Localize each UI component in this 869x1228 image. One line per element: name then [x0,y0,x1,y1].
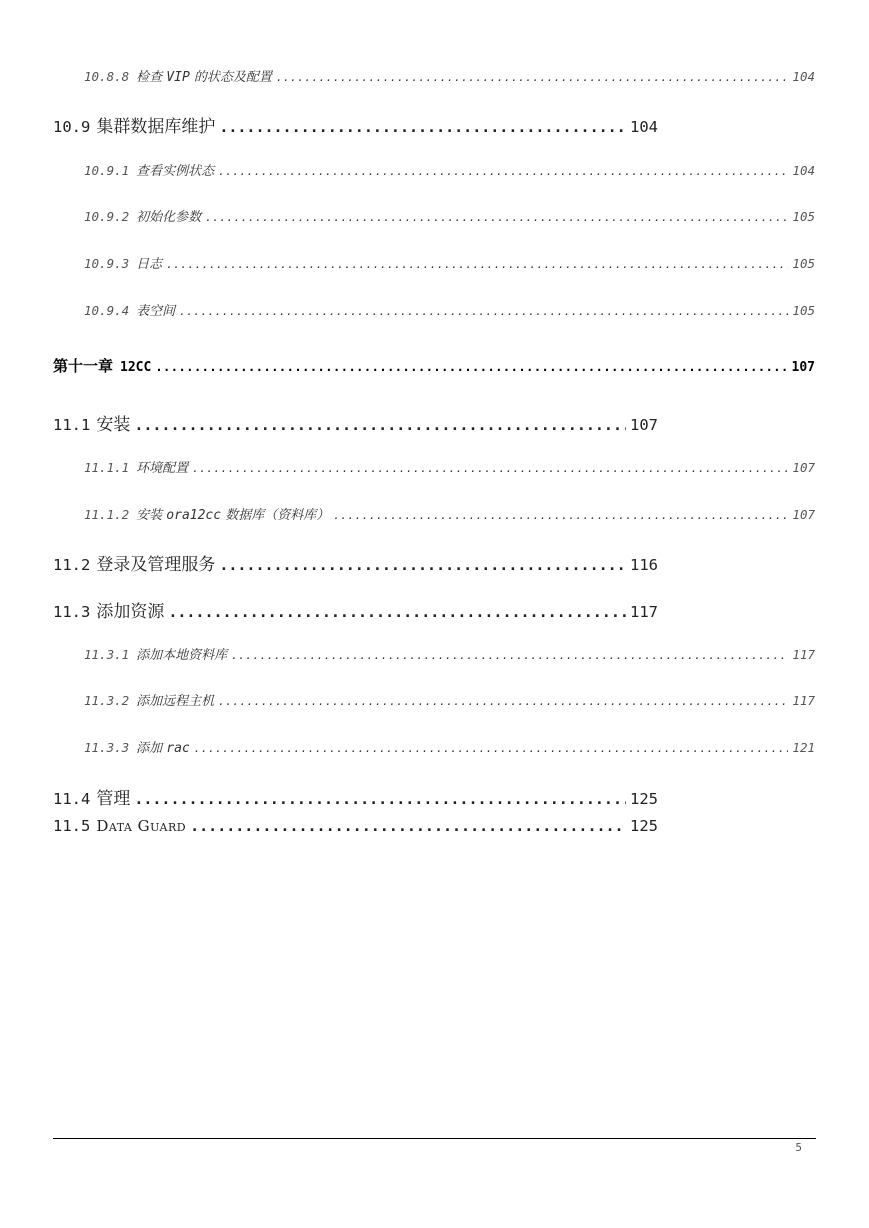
toc-page-number: 125 [630,790,658,808]
toc-number: 11.1.1 [84,460,130,475]
toc-title: 环境配置 [136,461,189,476]
toc-number: 11.1 [53,416,91,434]
dot-leader [231,649,788,662]
toc-title: 查看实例状态 [136,164,215,179]
toc-title: 添加 rac [136,741,190,756]
toc-page-number: 107 [791,360,815,375]
toc-number: 11.4 [53,790,91,808]
toc-page-number: 105 [792,209,815,224]
toc-number: 11.3 [53,603,91,621]
toc-page-number: 117 [792,693,815,708]
toc-title: 集群数据库维护 [96,117,216,137]
toc-number: 11.3.3 [84,740,130,755]
toc-entry-11-2[interactable] [53,550,658,575]
toc-title: 安装 ora12cc 数据库（资料库） [136,508,330,523]
toc-page-number: 105 [792,303,815,318]
toc-entry-11-3-2[interactable] [84,690,815,709]
toc-entry-11-1-1[interactable] [84,457,815,476]
toc-title: 登录及管理服务 [96,555,216,575]
toc-number: 11.3.2 [84,693,130,708]
toc-entry-11-3[interactable] [53,597,658,622]
toc-page-number: 107 [630,416,658,434]
dot-leader [276,71,789,84]
dot-leader [190,817,626,835]
toc-number: 11.3.1 [84,647,130,662]
toc-entry-10-9-2[interactable] [84,206,815,225]
toc-entry-10-9[interactable] [53,112,658,137]
toc-page-number: 121 [792,740,815,755]
toc-title: 日志 [136,257,163,272]
toc-entry-10-9-3[interactable] [84,253,815,272]
toc-number: 10.9 [53,118,91,136]
toc-entry-11-1-2[interactable] [84,504,815,523]
toc-entry-10-9-4[interactable] [84,300,815,319]
toc-page-number: 107 [792,460,815,475]
toc-title: 安装 [96,415,131,435]
dot-leader [219,556,626,574]
dot-leader [166,258,788,271]
dot-leader [219,118,626,136]
dot-leader [134,790,626,808]
toc-title: 添加远程主机 [136,694,215,709]
toc-entry-chapter-11[interactable] [53,355,815,376]
dot-leader [168,603,626,621]
toc-title: 添加资源 [96,602,165,622]
toc-page-number: 104 [630,118,658,136]
toc-number: 10.9.1 [84,163,130,178]
toc-title: Data Guard [96,817,187,835]
toc-entry-11-5[interactable] [53,817,658,835]
dot-leader [205,211,788,224]
dot-leader [194,742,789,755]
toc-entry-11-4[interactable] [53,784,658,809]
toc-entry-11-3-1[interactable] [84,644,815,663]
toc-title: 检查 VIP 的状态及配置 [136,70,272,85]
toc-chapter-subject: 12CC [120,360,152,375]
dot-leader [155,360,787,374]
toc-page-number: 117 [792,647,815,662]
toc-number: 10.9.4 [84,303,130,318]
toc-number: 11.1.2 [84,507,130,522]
toc-page-number: 117 [630,603,658,621]
dot-leader [179,305,788,318]
toc-title: 管理 [96,789,131,809]
dot-leader [134,416,626,434]
toc-page-number: 104 [792,69,815,84]
toc-number: 10.8.8 [84,69,130,84]
toc-page-number: 107 [792,507,815,522]
toc-page-number: 105 [792,256,815,271]
toc-title: 初始化参数 [136,210,202,225]
toc-title: 表空间 [136,304,176,319]
toc-title: 添加本地资料库 [136,648,228,663]
dot-leader [218,695,788,708]
dot-leader [333,509,788,522]
toc-number: 10.9.3 [84,256,130,271]
toc-entry-11-1[interactable] [53,410,658,435]
toc-chapter-title: 第十一章 [53,357,114,375]
footer-divider [53,1138,816,1139]
dot-leader [192,462,788,475]
toc-entry-10-9-1[interactable] [84,160,815,179]
toc-number: 11.2 [53,556,91,574]
toc-page-number: 116 [630,556,658,574]
toc-number: 11.5 [53,817,91,835]
footer-page-number: 5 [795,1141,802,1154]
toc-entry-11-3-3[interactable] [84,737,815,756]
toc-entry-10-8-8[interactable] [84,66,815,85]
toc-page-number: 104 [792,163,815,178]
toc-number: 10.9.2 [84,209,130,224]
toc-page-number: 125 [630,817,658,835]
dot-leader [218,165,788,178]
